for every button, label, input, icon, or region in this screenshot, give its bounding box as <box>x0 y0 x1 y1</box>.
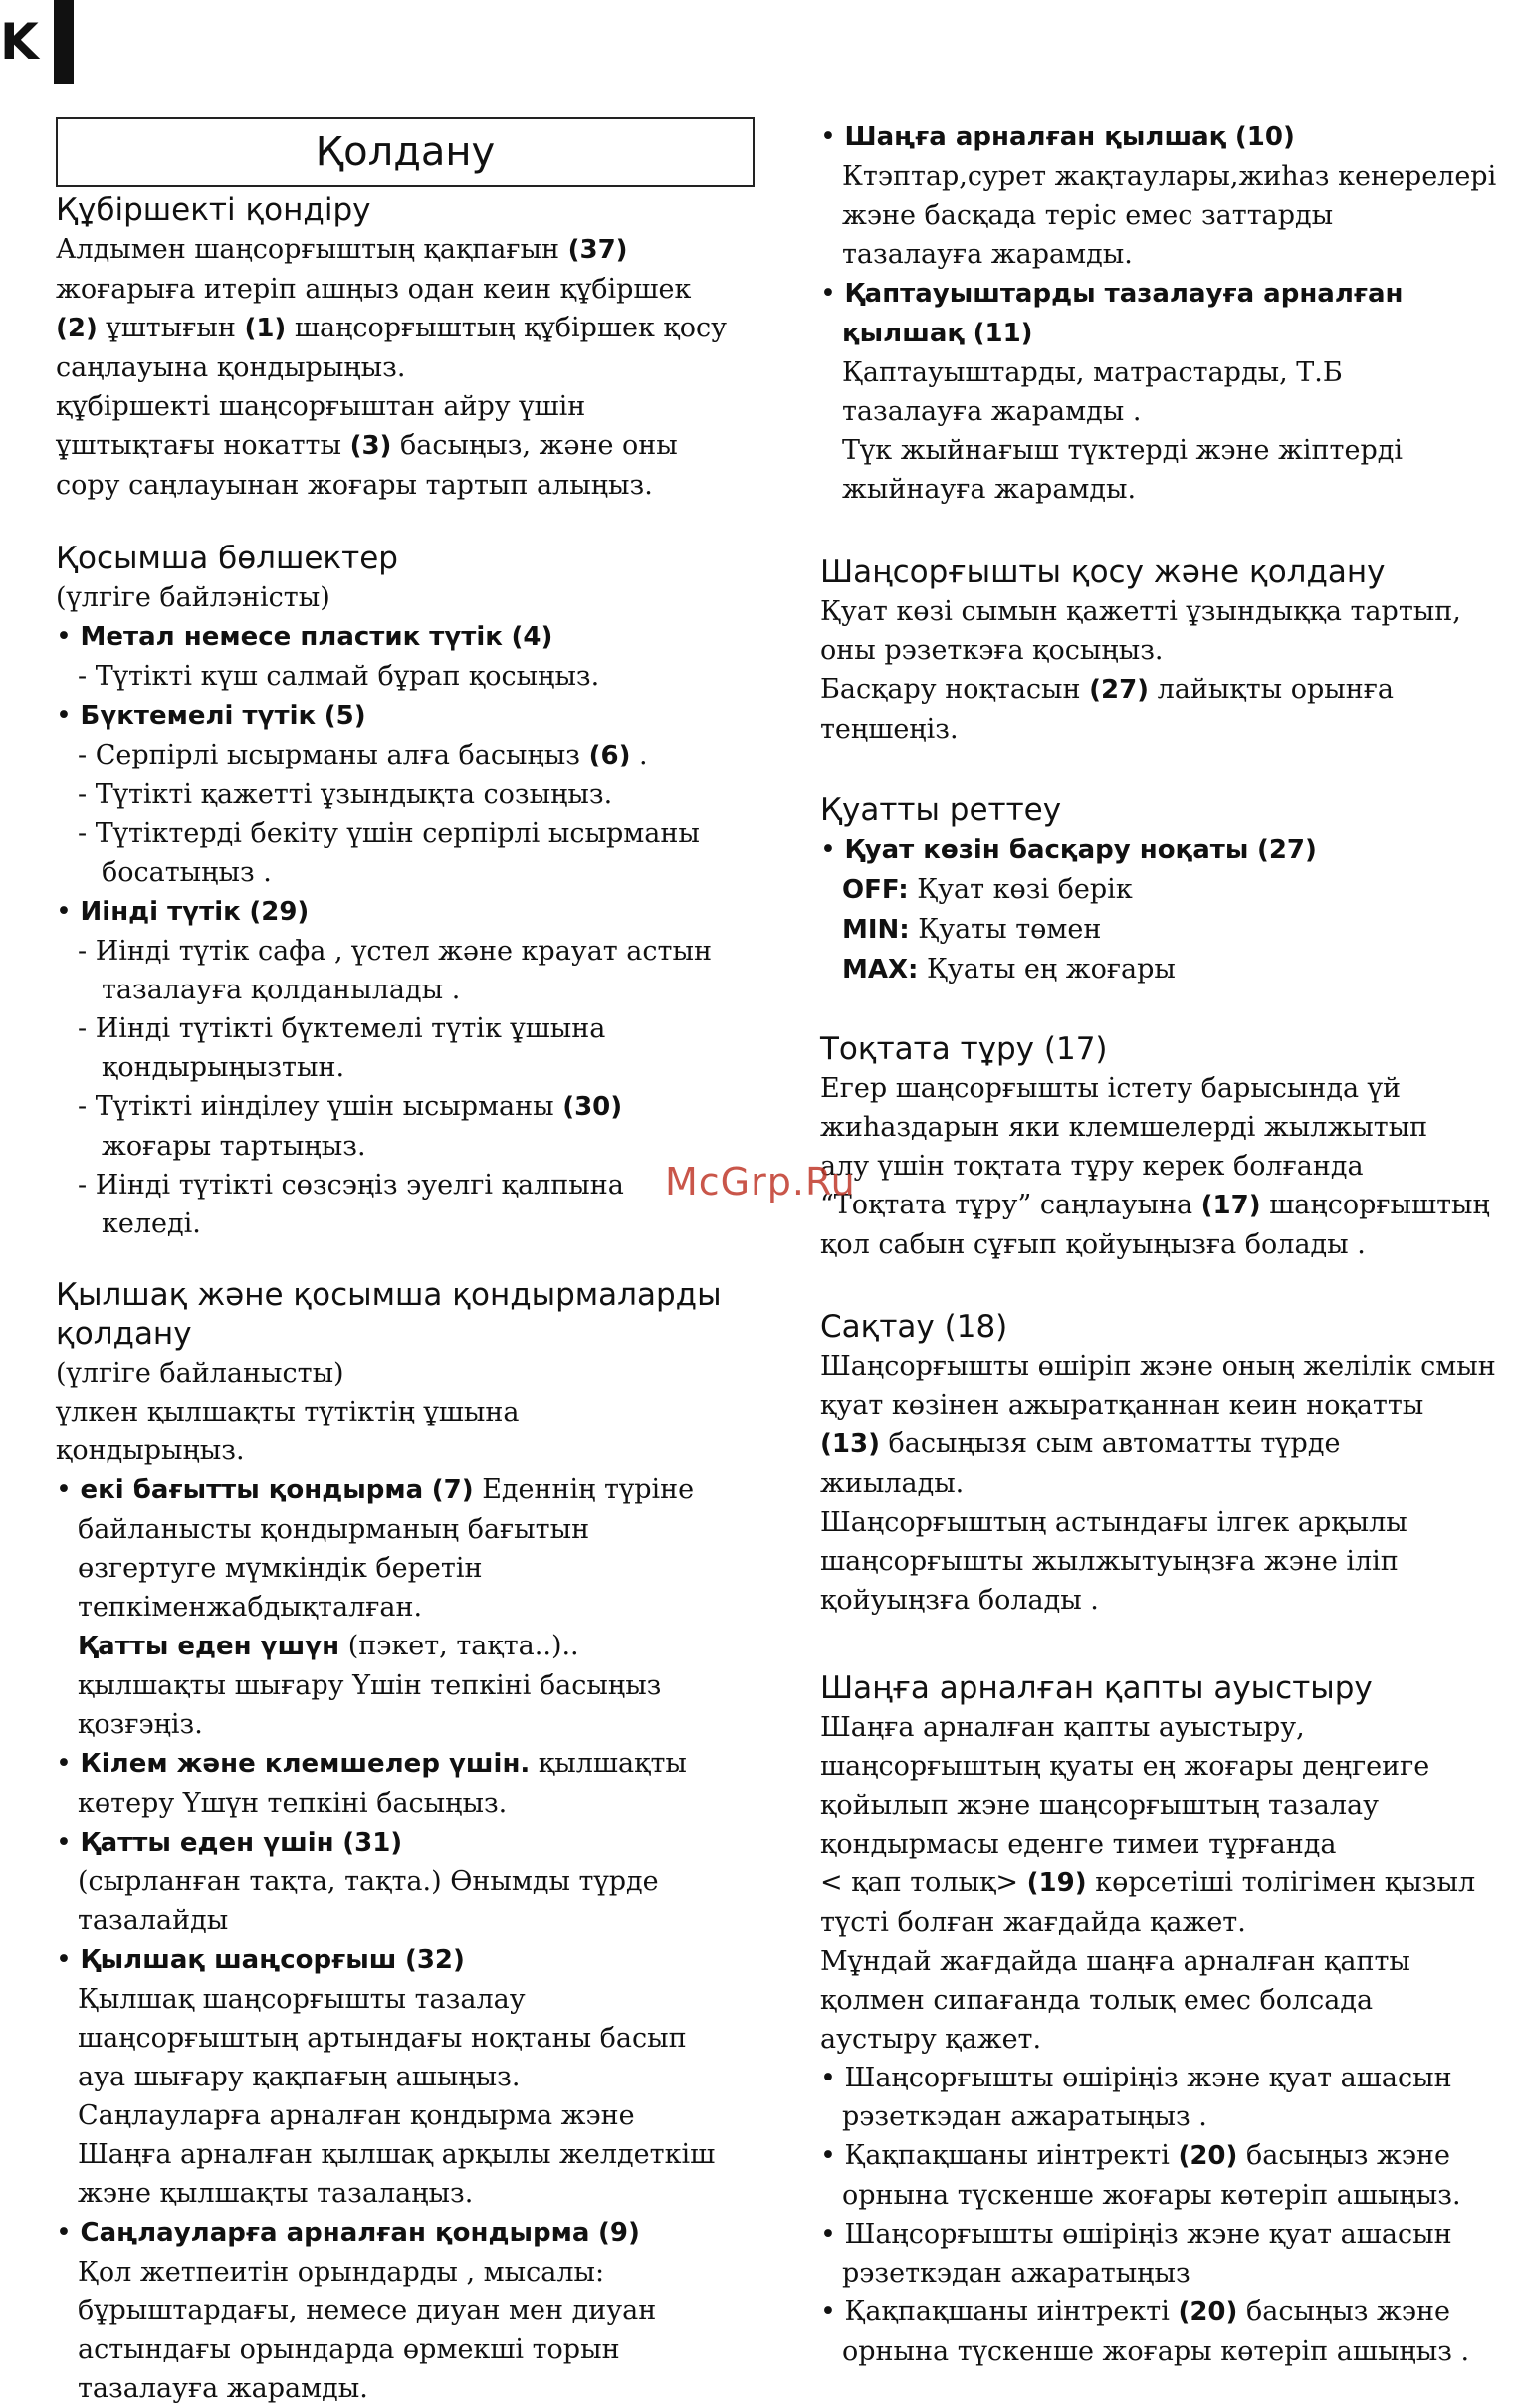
text-line: Қол жетпеитін орындарды , мысалы: <box>78 2257 605 2288</box>
text-line: Қылшақ шаңсорғышты тазалау <box>78 1984 526 2015</box>
text-line: < қап толық> (19) көрсетіші толігімен қызыл <box>820 1867 1476 1898</box>
text-line: қылшақты шығару Үшін тепкіні басыңыз <box>78 1670 662 1701</box>
text-line: тазалауға жарамды. <box>78 2373 368 2404</box>
text-line: Басқару ноқтасын (27) лайықты орынға <box>820 674 1395 705</box>
section-heading: Сақтау (18) <box>820 1309 1008 1345</box>
text-line: рэзеткэдан ажаратыңыз <box>842 2258 1190 2289</box>
bullet-item: • Кілем және клемшелер үшін. қылшақты <box>56 1748 687 1779</box>
power-min-line: MIN: Қуаты төмен <box>842 914 1102 945</box>
dash-item: - Түтіктерді бекіту үшін серпірлі ысырманы <box>78 818 700 849</box>
section-heading: Шаңсорғышты қосу және қолдану <box>820 554 1386 590</box>
text-line: Түк жыйнағыш түктерді жэне жіптерді <box>842 435 1403 466</box>
section-heading: Қосымша бөлшектер <box>56 541 398 576</box>
text-line: байланысты қондырманың бағытын <box>78 1514 590 1545</box>
bullet-item: • Бүктемелі түтік (5) <box>56 700 366 731</box>
text-line: жэне қылшақты тазалаңыз. <box>78 2178 474 2209</box>
text-line: жиылады. <box>820 1468 965 1499</box>
text-line: Шаңсорғыштың астындағы ілгек арқылы <box>820 1507 1407 1538</box>
text-line: Ктэптар,сурет жақтаулары,жиһаз кенерелері <box>842 161 1497 192</box>
text-line: “Тоқтата тұру” саңлауына (17) шаңсорғыштың <box>820 1190 1490 1220</box>
text-line: Шаңсорғышты өшіріп жэне оның желілік смын <box>820 1351 1496 1382</box>
section-connect <box>820 553 1515 749</box>
section-park <box>820 1030 1515 1264</box>
text-line: аустыру қажет. <box>820 2024 1042 2055</box>
text-line: қылшақ (11) <box>842 319 1033 348</box>
page-title: Қолдану <box>56 117 755 187</box>
watermark: McGrp.Ru <box>665 1160 856 1204</box>
dash-item: - Түтікті қажетті ұзындықта созыңыз. <box>78 779 613 810</box>
text-line: Қатты еден үшүн (пэкет, тақта..).. <box>78 1631 579 1661</box>
bullet-item: • Шаңсорғышты өшіріңіз жэне қуат ашасын <box>820 2063 1452 2093</box>
text-line: қозғэңіз. <box>78 1709 203 1740</box>
section-hose <box>56 191 758 505</box>
bullet-item: • Метал немесе пластик түтік (4) <box>56 621 553 652</box>
section-subtitle: (үлгіге байланысты) <box>56 1358 344 1389</box>
bullet-item: • екі бағытты қондырма (7) Еденнің түріне <box>56 1474 695 1505</box>
dash-item: - Иінді түтікті бүктемелі түтік ұшына <box>78 1013 606 1044</box>
section-accessories <box>56 540 758 1243</box>
text-line: қондырыңыз. <box>56 1435 245 1466</box>
text-line: (2) ұштығын (1) шаңсорғыштың құбіршек қосу <box>56 313 728 343</box>
text-line: ауа шығару қақпағың ашыңыз. <box>78 2062 521 2092</box>
section-heading: Тоқтата тұру (17) <box>820 1031 1108 1067</box>
text-line: қондырмасы еденге тимеи тұрғанда <box>820 1829 1337 1860</box>
text-line: Қуат көзі сымын қажетті ұзындыққа тартып, <box>820 596 1461 627</box>
power-max-line: MAX: Қуаты ең жоғары <box>842 954 1176 985</box>
text-line: шаңсорғыштың қуаты ең жоғары деңгеиге <box>820 1751 1430 1782</box>
bullet-item: • Қуат көзін басқару ноқаты (27) <box>820 834 1317 865</box>
text-line: құбіршекті шаңсорғыштан айру үшін <box>56 391 586 422</box>
text-line: орнына түскенше жоғары көтеріп ашыңыз. <box>842 2180 1461 2211</box>
dash-continuation: жоғары тартыңыз. <box>102 1131 366 1162</box>
text-line: жыйнауға жарамды. <box>842 474 1137 505</box>
bullet-item: • Қатты еден үшін (31) <box>56 1827 403 1858</box>
text-line: теңшеңіз. <box>820 714 959 745</box>
text-line: саңлауына қондырыңыз. <box>56 352 406 383</box>
text-line: шаңсорғышты жылжытуыңзға жэне іліп <box>820 1546 1399 1577</box>
text-line: қуат көзінен ажыратқаннан кеин ноқатты <box>820 1390 1424 1421</box>
section-dust-brush <box>820 117 1515 509</box>
bullet-item: • Шаңсорғышты өшіріңіз жэне қуат ашасын <box>820 2219 1452 2250</box>
text-line: Шаңға арналған қапты ауыстыру, <box>820 1712 1305 1743</box>
section-heading: Шаңға арналған қапты ауыстыру <box>820 1670 1373 1706</box>
language-letter: K <box>0 13 39 71</box>
bullet-item: • Қаптауыштарды тазалауға арналған <box>820 278 1404 309</box>
text-line: рэзеткэдан ажаратыңыз . <box>842 2101 1207 2132</box>
dash-continuation: босатыңыз . <box>102 857 272 888</box>
text-line: Мұндай жағдайда шаңға арналған қапты <box>820 1946 1410 1977</box>
section-brushes <box>56 1276 758 2408</box>
dash-item: - Иінді түтік сафа , үстел және крауат астын <box>78 936 712 967</box>
bullet-item: • Саңлауларға арналған қондырма (9) <box>56 2217 640 2248</box>
text-line: Алдымен шаңсорғыштың қақпағын (37) <box>56 234 628 265</box>
section-storage <box>820 1308 1515 1620</box>
text-line: жоғарыға итеріп ашңыз одан кеин құбіршек <box>56 274 692 305</box>
text-line: қол сабын сұғып қойуыңызға болады . <box>820 1229 1366 1260</box>
text-line: қойылып жэне шаңсорғыштың тазалау <box>820 1790 1380 1821</box>
text-line: ұштықтағы нокатты (3) басыңыз, және оны <box>56 430 678 461</box>
text-line: Саңлауларға арналған қондырма жэне <box>78 2100 635 2131</box>
section-heading: қолдану <box>56 1316 192 1352</box>
text-line: қойуыңзға болады . <box>820 1585 1099 1616</box>
text-line: тазалауға жарамды. <box>842 239 1133 270</box>
text-line: сору саңлауынан жоғары тартып алыңыз. <box>56 470 653 501</box>
text-line: Қаптауыштарды, матрастарды, Т.Б <box>842 357 1343 388</box>
dash-continuation: қондырыңызтын. <box>102 1052 345 1083</box>
text-line: тепкіменжабдықталған. <box>78 1592 423 1623</box>
text-line: оны рэзеткэға қосыңыз. <box>820 635 1164 666</box>
dash-item: - Түтікті күш салмай бұрап қосыңыз. <box>78 661 600 692</box>
text-line: түсті болған жағдайда қажет. <box>820 1907 1246 1938</box>
text-line: орнына түскенше жоғары көтеріп ашыңыз . <box>842 2336 1470 2367</box>
text-line: (сырланған тақта, тақта.) Өнымды түрде <box>78 1866 659 1897</box>
text-line: үлкен қылшақты түтіктің ұшына <box>56 1397 520 1427</box>
text-line: бұрыштардағы, немесе диуан мен диуан <box>78 2296 657 2326</box>
text-line: жиһаздарын яки клемшелерді жылжытып <box>820 1112 1428 1143</box>
section-heading: Қылшақ және қосымша қондырмаларды <box>56 1277 722 1313</box>
bullet-item: • Қақпақшаны иінтректі (20) басыңыз жэне <box>820 2140 1450 2171</box>
bullet-item: • Шаңға арналған қылшақ (10) <box>820 121 1295 152</box>
bullet-item: • Иінді түтік (29) <box>56 896 310 927</box>
text-line: алу үшін тоқтата тұру керек болғанда <box>820 1151 1364 1182</box>
dash-item: - Түтікті иінділеу үшін ысырманы (30) <box>78 1091 623 1122</box>
section-power <box>820 791 1515 989</box>
text-line: тазалайды <box>78 1905 229 1936</box>
bullet-item: • Қақпақшаны иінтректі (20) басыңыз жэне <box>820 2297 1450 2327</box>
bullet-item: • Қылшақ шаңсорғыш (32) <box>56 1944 465 1975</box>
text-line: шаңсорғыштың артындағы ноқтаны басып <box>78 2023 687 2054</box>
dash-continuation: келеді. <box>102 1208 201 1239</box>
section-heading: Құбіршекті қондіру <box>56 192 371 228</box>
section-bag <box>820 1669 1515 2371</box>
dash-item: - Серпірлі ысырманы алға басыңыз (6) . <box>78 740 648 770</box>
text-line: өзгертуге мүмкіндік беретін <box>78 1553 483 1584</box>
section-subtitle: (үлгіге байлэністы) <box>56 582 330 613</box>
text-line: тазалауға жарамды . <box>842 396 1142 427</box>
text-line: астындағы орындарда өрмекші торын <box>78 2334 620 2365</box>
text-line: (13) басыңызя сым автоматты түрде <box>820 1428 1341 1459</box>
text-line: көтеру Үшүн тепкіні басыңыз. <box>78 1788 508 1819</box>
text-line: Егер шаңсорғышты істету барысында үй <box>820 1073 1401 1104</box>
language-tab <box>0 0 74 84</box>
text-line: Шаңға арналған қылшақ арқылы желдеткіш <box>78 2139 716 2170</box>
dash-item: - Иінді түтікті сөзсэңіз эуелгі қалпына <box>78 1170 624 1201</box>
dash-continuation: тазалауға қолданылады . <box>102 975 461 1005</box>
text-line: жэне басқада теріс емес заттарды <box>842 200 1334 231</box>
language-bar <box>54 0 74 84</box>
power-off-line: OFF: Қуат көзі берік <box>842 874 1133 905</box>
section-heading: Қуатты реттеу <box>820 792 1062 828</box>
text-line: қолмен сипағанда толық емес болсада <box>820 1985 1374 2016</box>
